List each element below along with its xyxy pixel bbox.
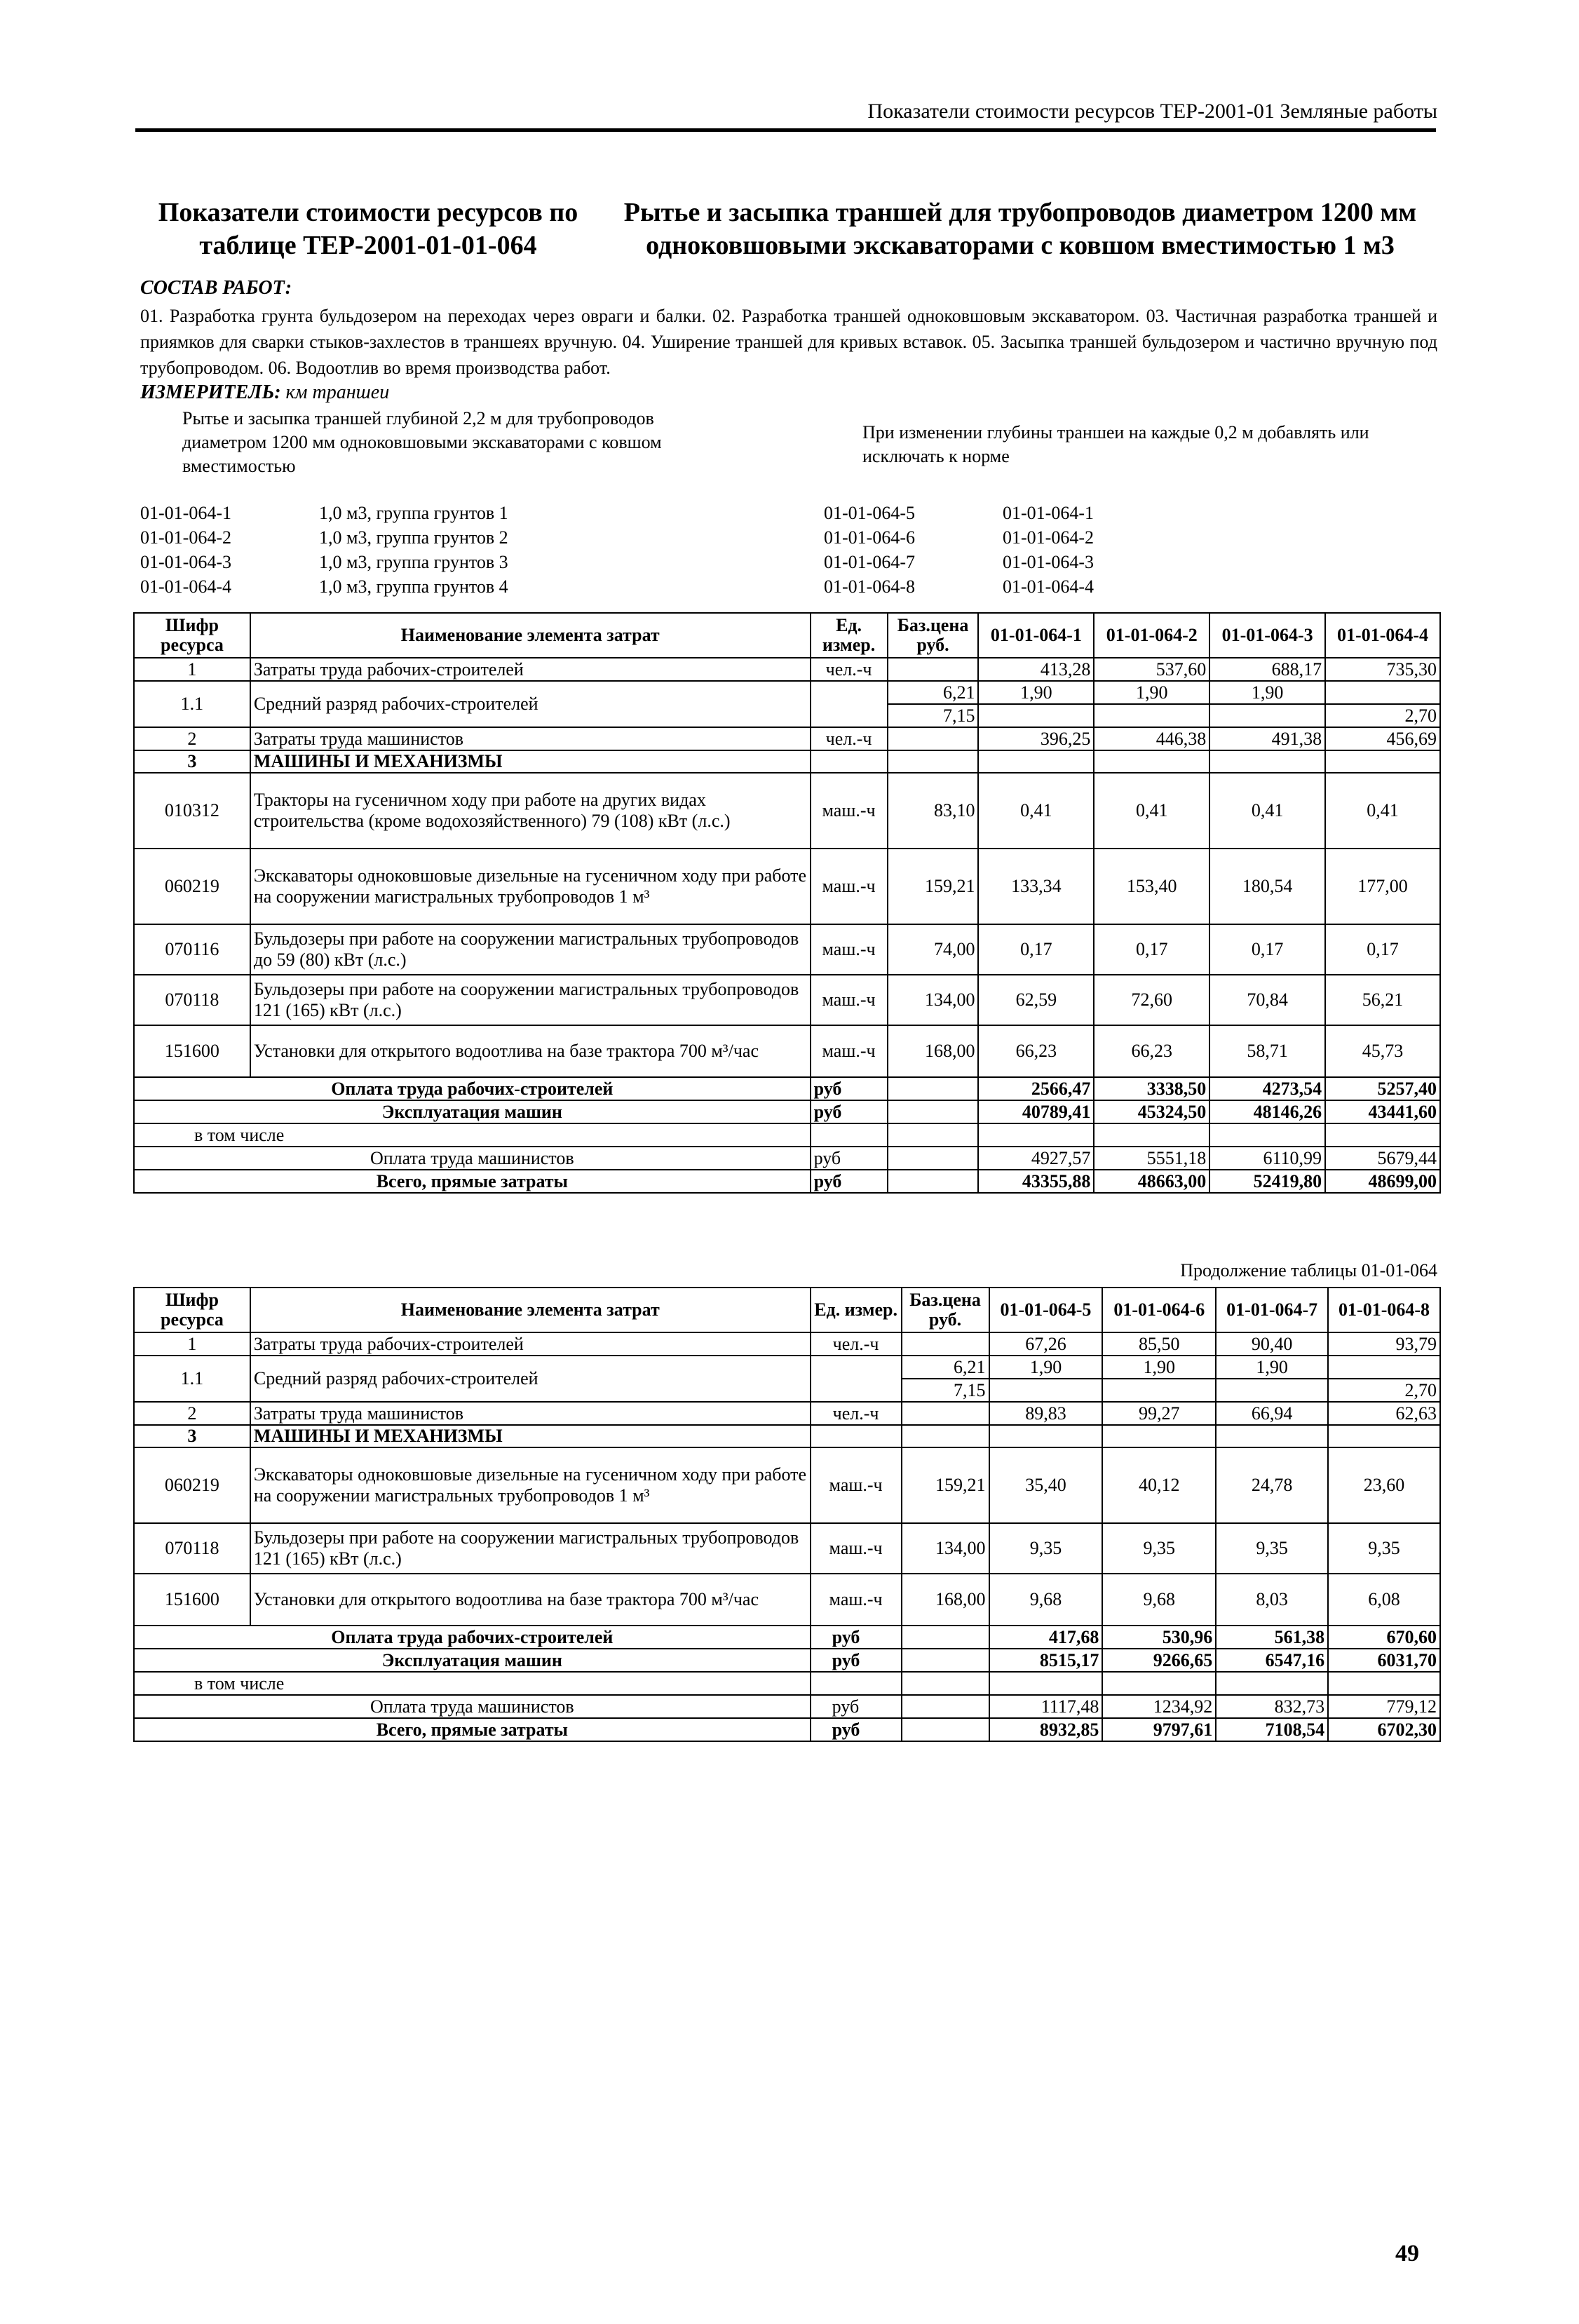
row-value: 537,60 — [1094, 658, 1209, 681]
summary-label: Эксплуатация машин — [134, 1649, 811, 1672]
row-price: 7,15 — [888, 704, 979, 727]
row-unit: руб — [811, 1170, 888, 1193]
row-unit: руб — [811, 1147, 888, 1170]
row-value: 66,23 — [978, 1025, 1094, 1077]
row-value: 62,63 — [1328, 1402, 1440, 1425]
row-unit: руб — [811, 1077, 888, 1100]
summary-row — [134, 1077, 1440, 1100]
row-unit: руб — [811, 1695, 902, 1718]
table-row — [134, 1523, 1440, 1574]
row-code: 070116 — [134, 924, 250, 975]
row-value: 0,17 — [1209, 924, 1325, 975]
row-code: 060219 — [134, 1447, 250, 1523]
row-value: 2,70 — [1328, 1379, 1440, 1402]
summary-row — [134, 1695, 1440, 1718]
row-value — [1325, 681, 1440, 704]
row-name: Экскаваторы одноковшовые дизельные на гусеничном ходу при работе на сооружении магистральных трубопроводов 1 м³ — [250, 1447, 811, 1523]
summary-row — [134, 1649, 1440, 1672]
row-code: 2 — [134, 727, 250, 750]
row-value: 1,90 — [1102, 1356, 1216, 1379]
row-value: 56,21 — [1325, 975, 1440, 1025]
header-price: Баз.цена руб. — [902, 1288, 989, 1332]
row-name: Затраты труда рабочих-строителей — [250, 1332, 811, 1356]
row-value: 48663,00 — [1094, 1170, 1209, 1193]
work-title: Рытье и засыпка траншей для трубопроводов диаметром 1200 мм одноковшовыми экскаваторами с ковшом вместимостью 1 м3 — [623, 198, 1417, 260]
row-value: 24,78 — [1216, 1447, 1328, 1523]
header-price: Баз.цена руб. — [888, 613, 979, 658]
row-unit: руб — [811, 1100, 888, 1123]
row-code: 010312 — [134, 773, 250, 849]
row-value: 446,38 — [1094, 727, 1209, 750]
norm-base-code: 01-01-064-4 — [1003, 576, 1094, 597]
row-value: 9,68 — [989, 1574, 1103, 1626]
row-value: 40,12 — [1102, 1447, 1216, 1523]
row-value — [1209, 704, 1325, 727]
row-price — [888, 658, 979, 681]
row-value: 5679,44 — [1325, 1147, 1440, 1170]
row-value — [1216, 1379, 1328, 1402]
table-row — [134, 924, 1440, 975]
row-value: 45324,50 — [1094, 1100, 1209, 1123]
row-value: 0,41 — [1094, 773, 1209, 849]
header-norm: 01-01-064-3 — [1209, 613, 1325, 658]
norm-base-code: 01-01-064-3 — [1003, 552, 1094, 572]
row-value: 9,35 — [1102, 1523, 1216, 1574]
row-value: 779,12 — [1328, 1695, 1440, 1718]
row-value: 8515,17 — [989, 1649, 1103, 1672]
header-norm: 01-01-064-2 — [1094, 613, 1209, 658]
continuation-note: Продолжение таблицы 01-01-064 — [1180, 1260, 1437, 1281]
row-code: 1 — [134, 1332, 250, 1356]
row-value: 561,38 — [1216, 1626, 1328, 1649]
row-price — [902, 1402, 989, 1425]
change-description: При изменении глубины траншеи на каждые 0,2 м добавлять или исключать к норме — [862, 422, 1369, 466]
summary-row — [134, 1626, 1440, 1649]
row-code: 1.1 — [134, 1356, 250, 1402]
row-value: 491,38 — [1209, 727, 1325, 750]
row-price: 134,00 — [902, 1523, 989, 1574]
row-value: 5551,18 — [1094, 1147, 1209, 1170]
row-value: 9,35 — [1216, 1523, 1328, 1574]
row-value: 67,26 — [989, 1332, 1103, 1356]
row-value: 89,83 — [989, 1402, 1103, 1425]
row-value: 5257,40 — [1325, 1077, 1440, 1100]
summary-row — [134, 1147, 1440, 1170]
row-price: 6,21 — [902, 1356, 989, 1379]
row-price: 168,00 — [888, 1025, 979, 1077]
row-unit: маш.-ч — [811, 1574, 902, 1626]
row-value: 66,23 — [1094, 1025, 1209, 1077]
row-value: 9266,65 — [1102, 1649, 1216, 1672]
norm-add-code: 01-01-064-5 — [824, 503, 915, 523]
row-value: 4273,54 — [1209, 1077, 1325, 1100]
header-norm: 01-01-064-4 — [1325, 613, 1440, 658]
row-value: 58,71 — [1209, 1025, 1325, 1077]
row-value — [989, 1379, 1103, 1402]
row-unit: руб — [811, 1649, 902, 1672]
table-row — [134, 658, 1440, 681]
summary-label: Эксплуатация машин — [134, 1100, 811, 1123]
row-value: 99,27 — [1102, 1402, 1216, 1425]
norm-code: 01-01-064-1 — [140, 503, 231, 523]
header-norm: 01-01-064-7 — [1216, 1288, 1328, 1332]
row-value: 0,17 — [1094, 924, 1209, 975]
row-value: 8932,85 — [989, 1718, 1103, 1741]
table-reference-title: Показатели стоимости ресурсов по таблице ТЕР-2001-01-01-064 — [158, 198, 578, 260]
norm-code: 01-01-064-3 — [140, 552, 231, 572]
row-value: 177,00 — [1325, 849, 1440, 924]
row-value: 688,17 — [1209, 658, 1325, 681]
row-value: 1,90 — [978, 681, 1094, 704]
row-code: 070118 — [134, 975, 250, 1025]
row-value: 48699,00 — [1325, 1170, 1440, 1193]
row-name: Средний разряд рабочих-строителей — [250, 681, 811, 727]
row-value: 9,68 — [1102, 1574, 1216, 1626]
row-value — [978, 704, 1094, 727]
header-code: Шифр ресурса — [134, 613, 250, 658]
row-value: 6702,30 — [1328, 1718, 1440, 1741]
row-value: 6547,16 — [1216, 1649, 1328, 1672]
row-code: 151600 — [134, 1025, 250, 1077]
row-price: 74,00 — [888, 924, 979, 975]
row-unit: чел.-ч — [811, 1402, 902, 1425]
row-value: 85,50 — [1102, 1332, 1216, 1356]
row-unit — [811, 681, 888, 727]
row-value: 180,54 — [1209, 849, 1325, 924]
table-row — [134, 849, 1440, 924]
row-value: 70,84 — [1209, 975, 1325, 1025]
row-name: Бульдозеры при работе на сооружении магистральных трубопроводов до 59 (80) кВт (л.с.) — [250, 924, 811, 975]
row-code: 1.1 — [134, 681, 250, 727]
row-unit: маш.-ч — [811, 773, 888, 849]
row-name: Затраты труда машинистов — [250, 727, 811, 750]
summary-row — [134, 1718, 1440, 1741]
row-value: 6031,70 — [1328, 1649, 1440, 1672]
row-unit: чел.-ч — [811, 658, 888, 681]
norm-base-code: 01-01-064-1 — [1003, 503, 1094, 523]
header-norm: 01-01-064-1 — [978, 613, 1094, 658]
table-row — [134, 773, 1440, 849]
row-name: Бульдозеры при работе на сооружении магистральных трубопроводов 121 (165) кВт (л.с.) — [250, 1523, 811, 1574]
norm-add-code: 01-01-064-8 — [824, 576, 915, 597]
row-unit: руб — [811, 1718, 902, 1741]
row-unit: маш.-ч — [811, 975, 888, 1025]
row-name: Затраты труда рабочих-строителей — [250, 658, 811, 681]
table-row — [134, 1402, 1440, 1425]
norm-desc: 1,0 м3, группа грунтов 1 — [319, 503, 508, 523]
row-price: 159,21 — [888, 849, 979, 924]
row-value: 52419,80 — [1209, 1170, 1325, 1193]
summary-row — [134, 1170, 1440, 1193]
row-value: 396,25 — [978, 727, 1094, 750]
row-value: 72,60 — [1094, 975, 1209, 1025]
norm-description: Рытье и засыпка траншей глубиной 2,2 м для трубопроводов диаметром 1200 мм одноковшовыми экскаваторами с ковшом вместимостью — [182, 408, 662, 476]
row-price: 83,10 — [888, 773, 979, 849]
row-value: 417,68 — [989, 1626, 1103, 1649]
row-value: 133,34 — [978, 849, 1094, 924]
summary-label: Всего, прямые затраты — [134, 1170, 811, 1193]
row-value: 4927,57 — [978, 1147, 1094, 1170]
table-row — [134, 1447, 1440, 1523]
table-row — [134, 681, 1440, 704]
row-code: 2 — [134, 1402, 250, 1425]
header-name: Наименование элемента затрат — [250, 613, 811, 658]
norm-code: 01-01-064-4 — [140, 576, 231, 597]
header-code: Шифр ресурса — [134, 1288, 250, 1332]
row-value: 153,40 — [1094, 849, 1209, 924]
summary-label: Оплата труда рабочих-строителей — [134, 1626, 811, 1649]
row-unit: руб — [811, 1626, 902, 1649]
row-value: 413,28 — [978, 658, 1094, 681]
summary-label: Оплата труда машинистов — [134, 1147, 811, 1170]
header-rule — [135, 128, 1436, 132]
summary-label: в том числе — [134, 1672, 811, 1695]
row-value: 66,94 — [1216, 1402, 1328, 1425]
row-price: 159,21 — [902, 1447, 989, 1523]
row-value: 9797,61 — [1102, 1718, 1216, 1741]
row-value: 2566,47 — [978, 1077, 1094, 1100]
summary-label: Всего, прямые затраты — [134, 1718, 811, 1741]
row-name: Затраты труда машинистов — [250, 1402, 811, 1425]
running-header: Показатели стоимости ресурсов ТЕР-2001-01 Земляные работы — [867, 100, 1437, 123]
row-name: Экскаваторы одноковшовые дизельные на гусеничном ходу при работе на сооружении магистральных трубопроводов 1 м³ — [250, 849, 811, 924]
table-row — [134, 1356, 1440, 1379]
header-norm: 01-01-064-5 — [989, 1288, 1103, 1332]
header-row — [134, 1288, 1440, 1332]
row-value: 1,90 — [1209, 681, 1325, 704]
row-price: 7,15 — [902, 1379, 989, 1402]
summary-row — [134, 1672, 1440, 1695]
cost-table-2 — [133, 1287, 1441, 1742]
norm-add-code: 01-01-064-7 — [824, 552, 915, 572]
row-value: 62,59 — [978, 975, 1094, 1025]
work-composition-text: 01. Разработка грунта бульдозером на переходах через овраги и балки. 02. Разработка траншей одноковшовым экскаватором. 03. Частичная разработка траншей и приямков для сварки стыков-захлестов в траншеях вручную. 04. Уширение траншей для кривых вставок. 05. Засыпка траншей бульдозером и частично вручную под трубопроводом. 06. Водоотлив во время производства работ. — [140, 306, 1437, 378]
row-name: Установки для открытого водоотлива на базе трактора 700 м³/час — [250, 1025, 811, 1077]
row-value: 93,79 — [1328, 1332, 1440, 1356]
row-value: 530,96 — [1102, 1626, 1216, 1649]
row-value: 9,35 — [1328, 1523, 1440, 1574]
section-row — [134, 1425, 1440, 1447]
row-value: 43355,88 — [978, 1170, 1094, 1193]
row-value — [1328, 1356, 1440, 1379]
row-value: 735,30 — [1325, 658, 1440, 681]
row-value: 0,41 — [1209, 773, 1325, 849]
summary-row — [134, 1123, 1440, 1147]
page-number: 49 — [1395, 2241, 1419, 2266]
header-unit: Ед. измер. — [811, 613, 888, 658]
row-value: 2,70 — [1325, 704, 1440, 727]
section-row — [134, 750, 1440, 773]
row-value: 1117,48 — [989, 1695, 1103, 1718]
table-row — [134, 1574, 1440, 1626]
row-value: 1,90 — [1216, 1356, 1328, 1379]
row-value: 35,40 — [989, 1447, 1103, 1523]
norm-desc: 1,0 м3, группа грунтов 3 — [319, 552, 508, 572]
row-value: 1234,92 — [1102, 1695, 1216, 1718]
row-value: 0,41 — [1325, 773, 1440, 849]
row-value: 1,90 — [989, 1356, 1103, 1379]
row-unit: чел.-ч — [811, 1332, 902, 1356]
header-unit: Ед. измер. — [811, 1288, 902, 1332]
row-value: 3338,50 — [1094, 1077, 1209, 1100]
meter-line — [140, 381, 389, 404]
row-unit: маш.-ч — [811, 1523, 902, 1574]
row-code: 070118 — [134, 1523, 250, 1574]
row-code: 3 — [134, 1425, 250, 1447]
row-value: 6110,99 — [1209, 1147, 1325, 1170]
row-value: 0,41 — [978, 773, 1094, 849]
row-value: 7108,54 — [1216, 1718, 1328, 1741]
row-name: Установки для открытого водоотлива на базе трактора 700 м³/час — [250, 1574, 811, 1626]
row-price — [888, 727, 979, 750]
header-row — [134, 613, 1440, 658]
header-name: Наименование элемента затрат — [250, 1288, 811, 1332]
row-value: 43441,60 — [1325, 1100, 1440, 1123]
row-value: 48146,26 — [1209, 1100, 1325, 1123]
row-value: 0,17 — [1325, 924, 1440, 975]
row-code: 3 — [134, 750, 250, 773]
row-price — [902, 1332, 989, 1356]
section-title: МАШИНЫ И МЕХАНИЗМЫ — [250, 1425, 811, 1447]
row-unit: чел.-ч — [811, 727, 888, 750]
row-code: 1 — [134, 658, 250, 681]
meter-value: км траншеи — [285, 381, 390, 403]
norm-add-code: 01-01-064-6 — [824, 527, 915, 548]
table-row — [134, 975, 1440, 1025]
row-unit — [811, 1356, 902, 1402]
row-price: 134,00 — [888, 975, 979, 1025]
row-value: 8,03 — [1216, 1574, 1328, 1626]
row-unit: маш.-ч — [811, 924, 888, 975]
summary-row — [134, 1100, 1440, 1123]
row-value: 832,73 — [1216, 1695, 1328, 1718]
norm-desc: 1,0 м3, группа грунтов 4 — [319, 576, 508, 597]
row-name: Средний разряд рабочих-строителей — [250, 1356, 811, 1402]
row-unit: маш.-ч — [811, 849, 888, 924]
summary-label: в том числе — [134, 1123, 811, 1147]
header-norm: 01-01-064-8 — [1328, 1288, 1440, 1332]
row-price: 168,00 — [902, 1574, 989, 1626]
row-value: 0,17 — [978, 924, 1094, 975]
row-code: 060219 — [134, 849, 250, 924]
table-row — [134, 1025, 1440, 1077]
section-title: МАШИНЫ И МЕХАНИЗМЫ — [250, 750, 811, 773]
row-value: 90,40 — [1216, 1332, 1328, 1356]
summary-label: Оплата труда рабочих-строителей — [134, 1077, 811, 1100]
row-unit: маш.-ч — [811, 1025, 888, 1077]
norm-code: 01-01-064-2 — [140, 527, 231, 548]
row-value: 6,08 — [1328, 1574, 1440, 1626]
row-value — [1102, 1379, 1216, 1402]
row-value: 45,73 — [1325, 1025, 1440, 1077]
norm-desc: 1,0 м3, группа грунтов 2 — [319, 527, 508, 548]
table-row — [134, 1332, 1440, 1356]
cost-table-1 — [133, 612, 1441, 1194]
summary-label: Оплата труда машинистов — [134, 1695, 811, 1718]
row-name: Тракторы на гусеничном ходу при работе на других видах строительства (кроме водохозяйственного) 79 (108) кВт (л.с.) — [250, 773, 811, 849]
row-value: 670,60 — [1328, 1626, 1440, 1649]
row-value — [1094, 704, 1209, 727]
row-price: 6,21 — [888, 681, 979, 704]
header-norm: 01-01-064-6 — [1102, 1288, 1216, 1332]
row-code: 151600 — [134, 1574, 250, 1626]
norm-base-code: 01-01-064-2 — [1003, 527, 1094, 548]
row-name: Бульдозеры при работе на сооружении магистральных трубопроводов 121 (165) кВт (л.с.) — [250, 975, 811, 1025]
work-composition-label: СОСТАВ РАБОТ: — [140, 277, 292, 299]
row-value: 1,90 — [1094, 681, 1209, 704]
meter-label: ИЗМЕРИТЕЛЬ: — [140, 381, 281, 403]
row-value: 456,69 — [1325, 727, 1440, 750]
row-value: 9,35 — [989, 1523, 1103, 1574]
row-value: 40789,41 — [978, 1100, 1094, 1123]
row-value: 23,60 — [1328, 1447, 1440, 1523]
row-unit: маш.-ч — [811, 1447, 902, 1523]
table-row — [134, 727, 1440, 750]
